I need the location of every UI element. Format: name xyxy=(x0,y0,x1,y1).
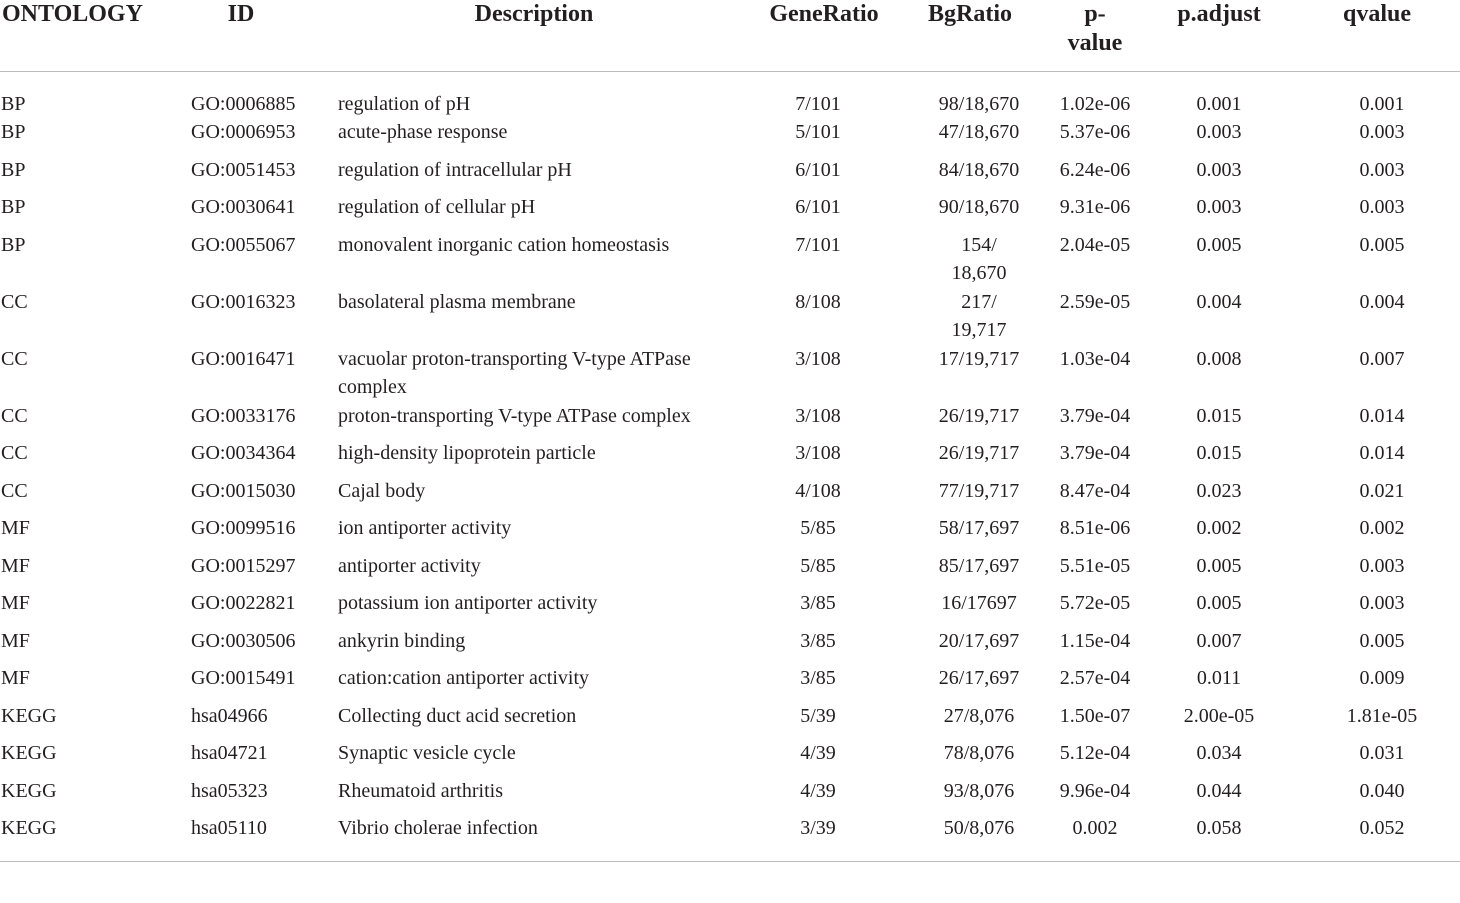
cell-bg-ratio: 27/8,076 xyxy=(943,704,1015,727)
cell-gene-ratio: 6/101 xyxy=(795,196,841,218)
cell-ontology: KEGG xyxy=(1,742,57,764)
header-ontology: ONTOLOGY xyxy=(0,0,168,71)
cell-padjust: 0.034 xyxy=(1196,742,1242,764)
cell-id: GO:0006885 xyxy=(191,92,296,115)
cell-id: GO:0055067 xyxy=(191,233,296,256)
cell-qvalue: 0.004 xyxy=(1359,290,1405,313)
cell-padjust: 0.005 xyxy=(1196,554,1242,577)
cell-ontology: KEGG xyxy=(1,704,57,727)
cell-description: regulation of pH xyxy=(338,92,471,115)
cell-bg-ratio: 93/8,076 xyxy=(943,779,1015,802)
header-padjust: p.adjust xyxy=(1144,0,1294,71)
cell-pvalue: 1.03e-04 xyxy=(1059,347,1131,370)
cell-description: Cajal body xyxy=(338,479,426,502)
cell-padjust: 0.011 xyxy=(1196,667,1242,689)
cell-description: antiporter activity xyxy=(338,554,481,577)
cell-description: Rheumatoid arthritis xyxy=(338,779,503,802)
cell-qvalue: 0.003 xyxy=(1359,158,1405,181)
cell-ontology: MF xyxy=(1,592,30,614)
cell-description: ion antiporter activity xyxy=(338,517,512,539)
header-row xyxy=(0,0,1460,71)
cell-padjust: 0.003 xyxy=(1196,121,1242,143)
header-id: ID xyxy=(168,0,314,71)
cell-qvalue: 0.002 xyxy=(1359,517,1405,539)
table-row xyxy=(0,777,1460,815)
table-row xyxy=(0,477,1460,515)
cell-pvalue: 5.37e-06 xyxy=(1059,121,1131,143)
cell-ontology: MF xyxy=(1,517,30,539)
cell-id: hsa05110 xyxy=(168,814,314,861)
cell-gene-ratio: 4/108 xyxy=(795,479,841,502)
cell-gene-ratio: 5/101 xyxy=(795,121,841,143)
cell-gene-ratio: 5/85 xyxy=(800,554,836,577)
cell-ontology: BP xyxy=(1,233,26,256)
cell-pvalue: 1.15e-04 xyxy=(1059,629,1131,652)
table-row xyxy=(0,739,1460,777)
cell-qvalue: 0.005 xyxy=(1359,233,1405,256)
cell-padjust: 0.003 xyxy=(1196,196,1242,218)
cell-description: regulation of intracellular pH xyxy=(338,158,572,181)
cell-bg-ratio: 58/17,697 xyxy=(938,517,1020,539)
cell-pvalue: 5.12e-04 xyxy=(1059,742,1131,764)
cell-bg-ratio: 85/17,697 xyxy=(938,554,1020,577)
cell-bg-ratio: 26/17,697 xyxy=(938,667,1020,689)
cell-pvalue: 8.51e-06 xyxy=(1059,517,1131,539)
cell-qvalue: 0.007 xyxy=(1359,347,1405,370)
table-row xyxy=(0,627,1460,665)
table-header xyxy=(0,0,1460,71)
cell-gene-ratio: 3/85 xyxy=(800,667,836,689)
cell-bg-ratio: 26/19,717 xyxy=(938,404,1020,427)
cell-id: GO:0030506 xyxy=(191,629,296,652)
cell-gene-ratio: 4/39 xyxy=(800,779,836,802)
table-row xyxy=(0,288,1460,345)
cell-id: GO:0051453 xyxy=(191,158,296,181)
cell-gene-ratio: 3/108 xyxy=(795,404,841,427)
cell-pvalue: 5.72e-05 xyxy=(1059,592,1131,614)
table-row xyxy=(0,439,1460,477)
cell-qvalue: 0.003 xyxy=(1359,196,1405,218)
cell-gene-ratio: 3/108 xyxy=(795,442,841,464)
table-row xyxy=(0,231,1460,288)
cell-description: potassium ion antiporter activity xyxy=(338,592,598,614)
cell-ontology: BP xyxy=(1,196,26,218)
cell-padjust: 0.015 xyxy=(1196,404,1242,427)
cell-gene-ratio: 7/101 xyxy=(795,233,841,256)
cell-description: Vibrio cholerae infection xyxy=(314,814,754,861)
cell-description: Synaptic vesicle cycle xyxy=(338,742,516,764)
cell-description: high-density lipoprotein particle xyxy=(338,442,596,464)
cell-bg-ratio: 84/18,670 xyxy=(938,158,1020,181)
table-row xyxy=(0,552,1460,590)
cell-ontology: MF xyxy=(1,554,30,577)
table-row xyxy=(0,156,1460,194)
cell-ontology: CC xyxy=(1,347,28,370)
table-row xyxy=(0,345,1460,402)
table-row xyxy=(0,193,1460,231)
cell-pvalue: 2.59e-05 xyxy=(1059,290,1131,313)
cell-id: GO:0034364 xyxy=(191,442,296,464)
cell-pvalue: 2.57e-04 xyxy=(1059,667,1131,689)
cell-ontology: KEGG xyxy=(0,814,168,861)
cell-pvalue: 8.47e-04 xyxy=(1059,479,1131,502)
cell-description: cation:cation antiporter activity xyxy=(338,667,590,689)
table-row xyxy=(0,589,1460,627)
cell-id: hsa05323 xyxy=(191,779,268,802)
header-qvalue: qvalue xyxy=(1294,0,1460,71)
cell-bg-ratio: 217/ 19,717 xyxy=(951,290,1007,341)
cell-qvalue: 0.003 xyxy=(1359,554,1405,577)
cell-id: GO:0022821 xyxy=(191,592,296,614)
cell-id: GO:0006953 xyxy=(191,121,296,143)
cell-padjust: 0.007 xyxy=(1196,629,1242,652)
table-row xyxy=(0,814,1460,861)
cell-id: GO:0016323 xyxy=(191,290,296,313)
cell-pvalue: 0.002 xyxy=(1046,814,1144,861)
cell-pvalue: 2.04e-05 xyxy=(1059,233,1131,256)
cell-qvalue: 0.014 xyxy=(1359,442,1405,464)
cell-ontology: CC xyxy=(1,404,28,427)
cell-ontology: KEGG xyxy=(1,779,57,802)
cell-description: monovalent inorganic cation homeostasis xyxy=(338,233,670,256)
cell-gene-ratio: 3/85 xyxy=(800,592,836,614)
header-gene-ratio: GeneRatio xyxy=(754,0,894,71)
cell-padjust: 0.058 xyxy=(1144,814,1294,861)
cell-id: GO:0033176 xyxy=(191,404,296,427)
cell-qvalue: 1.81e-05 xyxy=(1346,704,1418,727)
cell-bg-ratio: 16/17697 xyxy=(941,592,1017,614)
cell-ontology: MF xyxy=(1,667,30,689)
cell-bg-ratio: 20/17,697 xyxy=(938,629,1020,652)
cell-id: GO:0016471 xyxy=(191,347,296,370)
cell-id: hsa04721 xyxy=(191,742,268,764)
cell-description: basolateral plasma membrane xyxy=(338,290,576,313)
cell-bg-ratio: 78/8,076 xyxy=(943,742,1015,764)
cell-gene-ratio: 5/85 xyxy=(800,517,836,539)
cell-pvalue: 3.79e-04 xyxy=(1059,404,1131,427)
cell-description: ankyrin binding xyxy=(338,629,466,652)
cell-padjust: 0.005 xyxy=(1196,233,1242,256)
cell-qvalue: 0.014 xyxy=(1359,404,1405,427)
cell-ontology: BP xyxy=(1,121,26,143)
cell-pvalue: 9.31e-06 xyxy=(1059,196,1131,218)
cell-ontology: CC xyxy=(1,479,28,502)
cell-description: acute-phase response xyxy=(338,121,508,143)
cell-gene-ratio: 4/39 xyxy=(800,742,836,764)
cell-id: hsa04966 xyxy=(191,704,268,727)
cell-gene-ratio: 3/85 xyxy=(800,629,836,652)
cell-pvalue: 1.50e-07 xyxy=(1059,704,1131,727)
cell-gene-ratio: 3/108 xyxy=(795,347,841,370)
table-row xyxy=(0,118,1460,156)
cell-bg-ratio: 17/19,717 xyxy=(938,347,1020,370)
cell-qvalue: 0.052 xyxy=(1294,814,1460,861)
cell-ontology: BP xyxy=(1,92,26,115)
table-row xyxy=(0,71,1460,118)
table-row xyxy=(0,514,1460,552)
cell-bg-ratio: 47/18,670 xyxy=(938,121,1020,143)
cell-qvalue: 0.001 xyxy=(1359,92,1405,115)
cell-bg-ratio: 154/ 18,670 xyxy=(951,233,1007,284)
cell-pvalue: 5.51e-05 xyxy=(1059,554,1131,577)
table-row xyxy=(0,664,1460,702)
cell-padjust: 0.008 xyxy=(1196,347,1242,370)
cell-bg-ratio: 77/19,717 xyxy=(938,479,1020,502)
cell-padjust: 0.015 xyxy=(1196,442,1242,464)
table-row xyxy=(0,702,1460,740)
cell-gene-ratio: 6/101 xyxy=(795,158,841,181)
cell-bg-ratio: 98/18,670 xyxy=(938,92,1020,115)
cell-gene-ratio: 5/39 xyxy=(800,704,836,727)
cell-gene-ratio: 3/39 xyxy=(754,814,894,861)
cell-ontology: CC xyxy=(1,442,28,464)
cell-padjust: 0.044 xyxy=(1196,779,1242,802)
cell-gene-ratio: 7/101 xyxy=(795,92,841,115)
cell-qvalue: 0.005 xyxy=(1359,629,1405,652)
cell-description: regulation of cellular pH xyxy=(338,196,536,218)
cell-description: proton-transporting V-type ATPase complex xyxy=(338,404,691,427)
cell-bg-ratio: 26/19,717 xyxy=(938,442,1020,464)
cell-padjust: 0.004 xyxy=(1196,290,1242,313)
cell-ontology: MF xyxy=(1,629,30,652)
cell-qvalue: 0.009 xyxy=(1359,667,1405,689)
cell-description: vacuolar proton-transporting V-type ATPase complex xyxy=(338,347,691,398)
table-row xyxy=(0,402,1460,440)
header-bg-ratio: BgRatio xyxy=(894,0,1046,71)
cell-id: GO:0099516 xyxy=(191,517,296,539)
cell-description: Collecting duct acid secretion xyxy=(338,704,577,727)
cell-ontology: BP xyxy=(1,158,26,181)
cell-pvalue: 9.96e-04 xyxy=(1059,779,1131,802)
cell-pvalue: 6.24e-06 xyxy=(1059,158,1131,181)
header-description: Description xyxy=(314,0,754,71)
cell-qvalue: 0.021 xyxy=(1359,479,1405,502)
cell-pvalue: 3.79e-04 xyxy=(1059,442,1131,464)
cell-padjust: 0.001 xyxy=(1196,92,1242,115)
cell-id: GO:0015297 xyxy=(191,554,296,577)
cell-id: GO:0030641 xyxy=(191,196,296,218)
cell-qvalue: 0.003 xyxy=(1359,592,1405,614)
cell-padjust: 0.023 xyxy=(1196,479,1242,502)
table-body xyxy=(0,71,1460,861)
cell-qvalue: 0.031 xyxy=(1359,742,1405,764)
cell-ontology: CC xyxy=(1,290,28,313)
cell-padjust: 0.002 xyxy=(1196,517,1242,539)
cell-gene-ratio: 8/108 xyxy=(795,290,841,313)
cell-bg-ratio: 90/18,670 xyxy=(938,196,1020,218)
cell-id: GO:0015491 xyxy=(191,667,296,689)
cell-qvalue: 0.003 xyxy=(1359,121,1405,143)
header-pvalue: p- value xyxy=(1046,0,1144,71)
cell-bg-ratio: 50/8,076 xyxy=(894,814,1046,861)
cell-padjust: 2.00e-05 xyxy=(1183,704,1255,727)
cell-id: GO:0015030 xyxy=(191,479,296,502)
cell-qvalue: 0.040 xyxy=(1359,779,1405,802)
cell-padjust: 0.005 xyxy=(1196,592,1242,614)
cell-padjust: 0.003 xyxy=(1196,158,1242,181)
cell-pvalue: 1.02e-06 xyxy=(1059,92,1131,115)
